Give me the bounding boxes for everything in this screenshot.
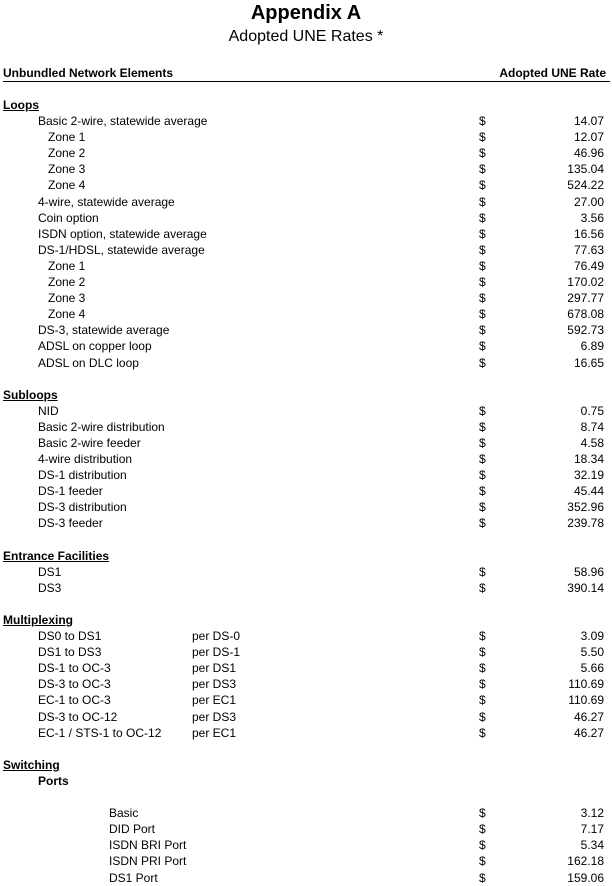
currency-symbol: $: [479, 178, 486, 193]
element-name: ISDN PRI Port: [109, 854, 187, 869]
rate-row: [0, 129, 612, 145]
section-heading: Entrance Facilities: [3, 548, 110, 563]
rate-row: [0, 355, 612, 371]
currency-symbol: $: [479, 854, 486, 869]
document-title: Appendix A: [250, 2, 362, 24]
element-name: Zone 4: [48, 307, 86, 322]
currency-symbol: $: [479, 146, 486, 161]
rate-value: 58.96: [573, 564, 604, 579]
rate-row: [0, 435, 612, 451]
rate-row: [0, 210, 612, 226]
spacer: [0, 741, 612, 757]
currency-symbol: $: [479, 435, 486, 450]
rate-unit: per DS-0: [192, 629, 241, 644]
element-name: DS-1 feeder: [38, 484, 103, 499]
currency-symbol: $: [479, 806, 486, 821]
element-name: DS-1 distribution: [38, 468, 127, 483]
currency-symbol: $: [479, 580, 486, 595]
element-name: Zone 4: [48, 178, 86, 193]
currency-symbol: $: [479, 870, 486, 885]
currency-symbol: $: [479, 645, 486, 660]
spacer: [0, 532, 612, 548]
column-header-elements: Unbundled Network Elements: [3, 66, 174, 80]
rate-unit: per DS3: [192, 709, 237, 724]
rates-table: [0, 97, 612, 886]
currency-symbol: $: [479, 114, 486, 129]
rate-row: [0, 113, 612, 129]
rate-value: 110.69: [568, 693, 604, 708]
rate-value: 45.44: [573, 484, 604, 499]
rate-value: 352.96: [567, 500, 604, 515]
rate-value: 16.56: [573, 226, 604, 241]
rate-row: [0, 322, 612, 338]
rate-row: [0, 676, 612, 692]
currency-symbol: $: [479, 468, 486, 483]
element-name: Zone 2: [48, 146, 86, 161]
rate-value: 524.22: [567, 178, 604, 193]
rate-row: [0, 338, 612, 354]
element-name: DS1 to DS3: [38, 645, 102, 660]
rate-row: [0, 419, 612, 435]
spacer: [0, 789, 612, 805]
rate-value: 170.02: [567, 275, 604, 290]
element-name: Zone 1: [48, 130, 86, 145]
rate-value: 76.49: [573, 258, 604, 273]
rate-row: [0, 483, 612, 499]
element-name: EC-1 to OC-3: [38, 693, 111, 708]
subsection-heading: Ports: [38, 773, 69, 788]
rate-row: [0, 258, 612, 274]
header-divider: [3, 81, 610, 82]
currency-symbol: $: [479, 629, 486, 644]
element-name: Basic 2-wire distribution: [38, 419, 165, 434]
currency-symbol: $: [479, 275, 486, 290]
rate-row: [0, 853, 612, 869]
spacer: [0, 596, 612, 612]
section-heading: Multiplexing: [3, 613, 73, 627]
rate-row: [0, 660, 612, 676]
rate-value: 16.65: [573, 355, 604, 370]
currency-symbol: $: [479, 130, 486, 145]
rate-value: 110.69: [568, 677, 604, 692]
rate-value: 3.56: [580, 210, 604, 225]
currency-symbol: $: [479, 339, 486, 354]
currency-symbol: $: [479, 677, 486, 692]
rate-row: [0, 692, 612, 708]
element-name: DS-3 to OC-3: [38, 677, 111, 692]
rate-row: [0, 306, 612, 322]
rate-value: 5.50: [580, 645, 604, 660]
rate-row: [0, 644, 612, 660]
rate-value: 46.27: [573, 725, 604, 740]
currency-symbol: $: [479, 403, 486, 418]
rate-value: 3.09: [580, 629, 604, 644]
rate-value: 27.00: [573, 194, 604, 209]
rate-row: [0, 290, 612, 306]
currency-symbol: $: [479, 693, 486, 708]
rate-value: 5.34: [580, 838, 604, 853]
rate-value: 77.63: [573, 242, 604, 257]
rate-row: [0, 242, 612, 258]
element-name: Coin option: [38, 210, 99, 225]
rate-row: [0, 467, 612, 483]
rate-value: 390.14: [567, 580, 604, 595]
rate-value: 46.96: [573, 146, 604, 161]
rate-row: [0, 274, 612, 290]
rate-value: 14.07: [573, 114, 604, 129]
currency-symbol: $: [479, 661, 486, 676]
element-name: DS3: [38, 580, 62, 595]
rate-row: [0, 226, 612, 242]
spacer: [0, 371, 612, 387]
element-name: Zone 3: [48, 291, 86, 306]
rate-row: [0, 515, 612, 531]
rate-value: 3.12: [580, 806, 604, 821]
rate-row: [0, 499, 612, 515]
currency-symbol: $: [479, 226, 486, 241]
rate-row: [0, 564, 612, 580]
rate-unit: per EC1: [192, 725, 237, 740]
currency-symbol: $: [479, 242, 486, 257]
rate-value: 135.04: [567, 162, 604, 177]
rate-unit: per DS-1: [192, 645, 241, 660]
section-heading: Switching: [3, 757, 60, 772]
rate-row: [0, 628, 612, 644]
rate-row: [0, 194, 612, 210]
element-name: DS1: [38, 564, 62, 579]
rate-row: [0, 145, 612, 161]
element-name: DS1 Port: [109, 870, 158, 885]
element-name: DS-3 feeder: [38, 516, 103, 531]
element-name: DS-3 to OC-12: [38, 709, 118, 724]
currency-symbol: $: [479, 291, 486, 306]
element-name: ISDN BRI Port: [109, 838, 187, 853]
rate-value: 592.73: [567, 323, 604, 338]
rate-row: [0, 709, 612, 725]
element-name: EC-1 / STS-1 to OC-12: [38, 725, 162, 740]
currency-symbol: $: [479, 307, 486, 322]
currency-symbol: $: [479, 484, 486, 499]
element-name: Zone 3: [48, 162, 86, 177]
rate-value: 4.58: [580, 435, 604, 450]
currency-symbol: $: [479, 822, 486, 837]
element-name: Zone 1: [48, 258, 86, 273]
currency-symbol: $: [479, 838, 486, 853]
rate-row: [0, 805, 612, 821]
element-name: DS-3, statewide average: [38, 323, 170, 338]
rate-value: 5.66: [580, 661, 604, 676]
rate-row: [0, 837, 612, 853]
rate-value: 297.77: [567, 291, 604, 306]
element-name: ADSL on DLC loop: [38, 355, 139, 370]
rate-row: [0, 725, 612, 741]
element-name: DS-3 distribution: [38, 500, 127, 515]
rate-value: 8.74: [580, 419, 604, 434]
element-name: Zone 2: [48, 275, 86, 290]
section-heading: Subloops: [3, 387, 58, 402]
rate-unit: per EC1: [192, 693, 237, 708]
rate-row: [0, 177, 612, 193]
currency-symbol: $: [479, 709, 486, 724]
rate-value: 46.27: [573, 709, 604, 724]
element-name: DS-1/HDSL, statewide average: [38, 242, 205, 257]
rate-row: [0, 580, 612, 596]
rate-row: [0, 403, 612, 419]
column-header-rate: Adopted UNE Rate: [499, 66, 606, 80]
element-name: Basic 2-wire feeder: [38, 435, 141, 450]
currency-symbol: $: [479, 725, 486, 740]
currency-symbol: $: [479, 258, 486, 273]
currency-symbol: $: [479, 452, 486, 467]
rate-value: 162.18: [567, 854, 604, 869]
currency-symbol: $: [479, 564, 486, 579]
currency-symbol: $: [479, 210, 486, 225]
element-name: DID Port: [109, 822, 156, 837]
element-name: 4-wire distribution: [38, 452, 133, 467]
rate-row: [0, 821, 612, 837]
rate-value: 239.78: [567, 516, 604, 531]
rate-value: 7.17: [580, 822, 604, 837]
rate-row: [0, 870, 612, 886]
element-name: DS0 to DS1: [38, 629, 102, 644]
rate-unit: per DS1: [192, 661, 237, 676]
currency-symbol: $: [479, 323, 486, 338]
rate-value: 32.19: [573, 468, 604, 483]
currency-symbol: $: [479, 419, 486, 434]
currency-symbol: $: [479, 500, 486, 515]
currency-symbol: $: [479, 162, 486, 177]
element-name: ADSL on copper loop: [38, 339, 152, 354]
element-name: DS-1 to OC-3: [38, 661, 111, 676]
element-name: ISDN option, statewide average: [38, 226, 207, 241]
rate-unit: per DS3: [192, 677, 237, 692]
section-heading: Loops: [3, 98, 39, 112]
rate-value: 18.34: [573, 452, 604, 467]
rate-value: 678.08: [567, 307, 604, 322]
element-name: 4-wire, statewide average: [38, 194, 175, 209]
document-subtitle: Adopted UNE Rates *: [228, 28, 384, 45]
rate-value: 12.07: [573, 130, 604, 145]
rate-row: [0, 161, 612, 177]
rate-value: 6.89: [580, 339, 604, 354]
currency-symbol: $: [479, 194, 486, 209]
currency-symbol: $: [479, 516, 486, 531]
element-name: NID: [38, 403, 59, 418]
currency-symbol: $: [479, 355, 486, 370]
rate-value: 0.75: [580, 403, 604, 418]
rate-value: 159.06: [567, 870, 604, 885]
element-name: Basic: [109, 806, 139, 821]
element-name: Basic 2-wire, statewide average: [38, 114, 208, 129]
rate-row: [0, 451, 612, 467]
